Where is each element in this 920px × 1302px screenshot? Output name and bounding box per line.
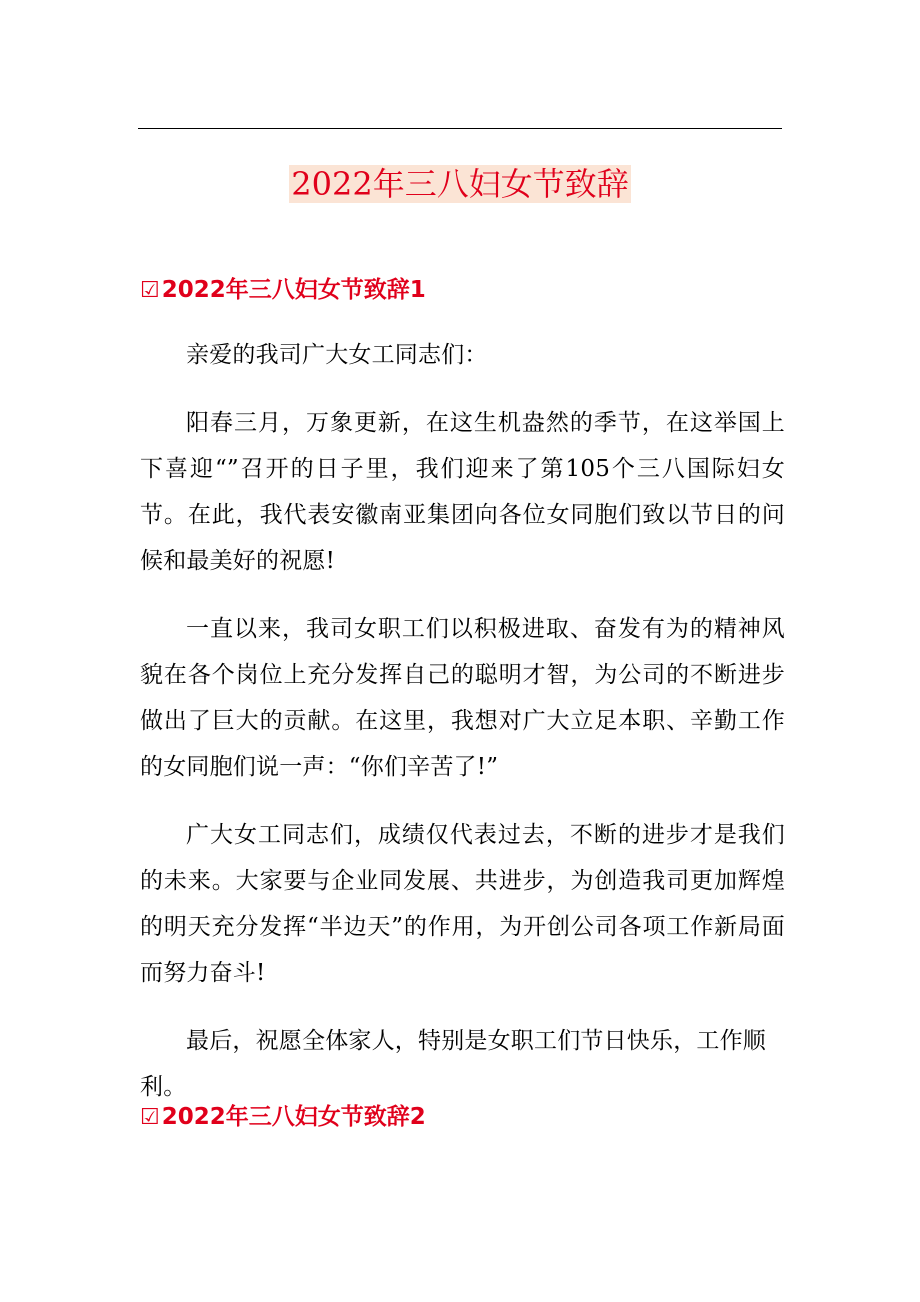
paragraph-salutation: 亲爱的我司广大女工同志们：	[186, 342, 488, 368]
paragraph-closing: 最后，祝愿全体家人，特别是女职工们节日快乐，工作顺利。	[140, 1028, 766, 1100]
checkbox-icon: ☑	[140, 278, 160, 303]
section-heading-2-text: 2022年三八妇女节致辞2	[161, 1104, 426, 1130]
document-title	[0, 160, 920, 208]
section-heading-1	[140, 273, 426, 308]
paragraph-1: 阳春三月，万象更新，在这生机盎然的季节，在这举国上下喜迎“”召开的日子里，我们迎来了第105个三八国际妇女节。在此，我代表安徽南亚集团向各位女同胞们致以节日的问候和最美好的祝愿!	[140, 410, 785, 574]
section-heading-2	[140, 1100, 426, 1135]
paragraph-3: 广大女工同志们，成绩仅代表过去，不断的进步才是我们的未来。大家要与企业同发展、共进步，为创造我司更加辉煌的明天充分发挥“半边天”的作用，为开创公司各项工作新局面而努力奋斗!	[140, 822, 785, 986]
document-title-text: 2022年三八妇女节致辞	[291, 165, 629, 203]
top-divider	[138, 128, 782, 129]
checkbox-icon: ☑	[140, 1105, 160, 1130]
section-heading-1-text: 2022年三八妇女节致辞1	[161, 277, 426, 303]
section-1-body	[140, 332, 785, 1132]
paragraph-2: 一直以来，我司女职工们以积极进取、奋发有为的精神风貌在各个岗位上充分发挥自己的聪明才智，为公司的不断进步做出了巨大的贡献。在这里，我想对广大立足本职、辛勤工作的女同胞们说一声：“你们辛苦了!”	[140, 616, 785, 780]
